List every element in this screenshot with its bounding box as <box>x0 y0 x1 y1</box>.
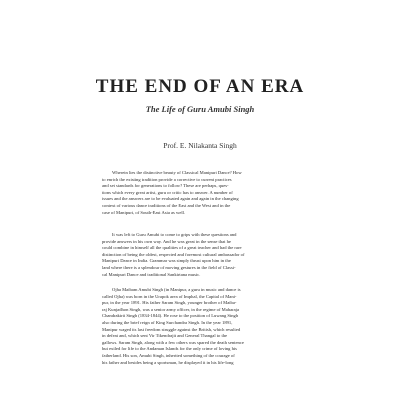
paragraph-1 <box>102 170 298 216</box>
text-line: tions which every great artist, guru or critic has to answer. A number of <box>102 189 233 195</box>
paragraph-3 <box>102 287 298 366</box>
article-author: Prof. E. Nilakanta Singh <box>163 141 237 150</box>
text-line: It was left to Guru Amubi to come to grips with these questions and <box>112 232 237 237</box>
text-line: issues and the answers are to be evaluated again and again in the changing <box>102 196 239 202</box>
text-line: context of various dance traditions of the East and the West and in the <box>102 202 231 208</box>
text-line: land where there is a splendour of moving gestures in the field of Classi- <box>102 264 236 270</box>
text-line: pur, in the year 1891. His father Saram Singh, younger brother of Maiba- <box>102 300 237 306</box>
text-line: gallows. Saram Singh, along with a few others was spared the death sentence <box>102 339 244 345</box>
paragraph-2 <box>102 232 298 278</box>
article-title: THE END OF AN ERA <box>95 76 305 97</box>
text-line: distinction of being the oldest, respected and foremost cultural ambassador of <box>102 251 245 257</box>
text-line: and set standards for generations to follow? These are perhaps, ques- <box>102 183 229 189</box>
text-line: also during the brief reign of King Surchandra Singh. In the year 1891, <box>102 319 233 325</box>
text-line: Chandrakirti Singh (1834-1844). He rose to the position of Luwang Singh <box>102 313 239 319</box>
text-line: in defeat and, which sent Vir Tikendrajit and General Thangal to the <box>102 333 228 339</box>
text-line: raj Kunjadhon Singh, was a senior army officer, in the regime of Maharaja <box>102 306 239 312</box>
text-line: case of Manipuri, of South-East Asia as well. <box>102 209 186 215</box>
text-line: but exiled for life to the Andaman Islands for the only crime of loving his <box>102 346 237 352</box>
text-line: his father and besides being a sportsman, he displayed it in his life-long <box>102 359 234 365</box>
text-line: Manipuri Dance in India. Grammar was simply thrust upon him in the <box>102 258 231 264</box>
text-line: Manipur waged its last freedom struggle against the British, which resulted <box>102 326 241 332</box>
text-line: called Ojha) was born in the Urapok area of Imphal, the Capital of Mani- <box>102 293 237 299</box>
text-line: could combine in himself all the qualities of a great teacher and had the rare <box>102 245 242 251</box>
article-subtitle: The Life of Guru Amubi Singh <box>145 104 255 114</box>
text-line: cal Manipuri Dance and traditional Sankirtana music. <box>102 271 201 277</box>
text-line: fatherland. His son, Amubi Singh, inherited something of the courage of <box>102 352 235 358</box>
text-line: Ojha Maibam Amubi Singh (in Manipur, a guru in music and dance is <box>112 287 241 292</box>
text-line: Wherein lies the distinctive beauty of Classical Manipuri Dance? How <box>112 170 242 175</box>
text-line: provide answers in his own way. And he was great in the sense that he <box>102 238 231 244</box>
text-line: to enrich the existing tradition provide a corrective to current practices <box>102 176 232 182</box>
